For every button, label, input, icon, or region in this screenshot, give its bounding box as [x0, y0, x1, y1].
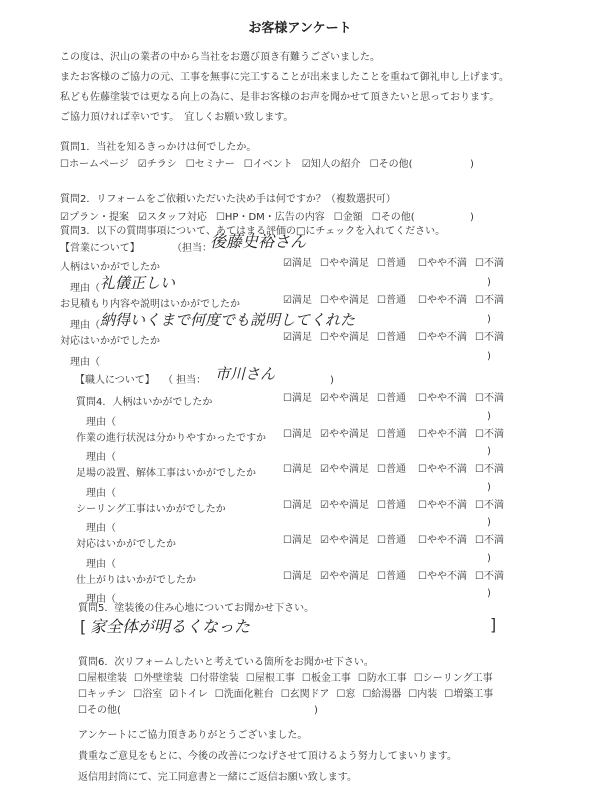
rating-option[interactable] [377, 332, 406, 344]
checkbox-icon[interactable]: ☐ [133, 673, 143, 684]
rating-option[interactable] [283, 429, 312, 441]
rating-label: 普通 [385, 332, 406, 343]
intro-line-4: ご協力頂ければ幸いです。 宜しくお願い致します。 [60, 112, 294, 123]
q6-close-paren: ) [314, 705, 318, 716]
rating-option[interactable] [475, 258, 504, 270]
reason-answer[interactable]: 納得いくまで何度でも説明してくれた [100, 310, 356, 329]
checkbox-icon[interactable]: ☐ [377, 428, 386, 440]
rating-label: 不満 [483, 499, 504, 511]
rating-label: 普通 [385, 393, 406, 404]
checkbox-icon[interactable]: ☐ [475, 258, 484, 269]
checkbox-icon[interactable]: ☐ [362, 689, 372, 700]
option-label: 板金工事 [310, 673, 351, 684]
rating-label: やや不満 [426, 428, 467, 440]
rating-question: 対応はいかがでしたか [60, 336, 160, 347]
rating-label: 満足 [291, 258, 312, 269]
option-label: 屋根塗装 [86, 673, 127, 684]
option-1[interactable] [78, 689, 126, 700]
checkbox-icon[interactable]: ☐ [377, 499, 386, 511]
option-label: 屋根工事 [254, 673, 295, 684]
rating-option[interactable] [320, 295, 369, 307]
reason-label: 理由（ [86, 487, 116, 499]
reason-label: 理由（ [86, 558, 116, 570]
checkbox-icon[interactable]: ☐ [418, 464, 427, 475]
rating-label: やや満足 [328, 535, 369, 546]
rating-label: やや満足 [328, 332, 369, 343]
checkbox-icon[interactable]: ☐ [243, 159, 253, 170]
checkbox-icon[interactable]: ☐ [280, 689, 290, 700]
closing-line-2: 貴重なご意見をもとに、今後の改善につなげさせて頂けるよう努力してまいります。 [78, 751, 457, 762]
checkbox-icon[interactable]: ☐ [377, 258, 386, 269]
option-7[interactable] [362, 689, 401, 700]
craft-heading: 【職人について】 [75, 375, 155, 386]
reason-label: 理由（ [86, 594, 116, 606]
rating-label: 不満 [483, 428, 504, 440]
rating-option[interactable] [320, 332, 369, 344]
option-5[interactable] [372, 212, 415, 223]
checkbox-icon[interactable]: ☐ [413, 673, 423, 684]
closing-line-1: アンケートにご協力頂きありがとうございました。 [78, 730, 308, 741]
rating-question: 仕上がりはいかがでしたか [76, 574, 196, 586]
rating-label: やや不満 [426, 535, 467, 546]
checkbox-icon[interactable]: ☐ [418, 535, 427, 546]
checkbox-icon[interactable]: ☐ [283, 570, 292, 582]
checked-box-icon[interactable]: ☑ [301, 159, 311, 170]
checked-box-icon[interactable]: ☑ [320, 393, 329, 404]
checkbox-icon[interactable]: ☐ [418, 258, 427, 269]
checkbox-icon[interactable]: ☐ [377, 535, 386, 546]
option-3[interactable] [190, 673, 239, 684]
option-label: シーリング工事 [422, 673, 493, 684]
checkbox-icon[interactable]: ☐ [245, 673, 255, 684]
checkbox-icon[interactable]: ☐ [320, 258, 329, 269]
rating-label: 普通 [385, 464, 406, 475]
option-1[interactable] [60, 159, 129, 170]
reason-close-paren: ) [487, 276, 491, 288]
rating-question: 質問4．人柄はいかがでしたか [76, 397, 213, 408]
checked-box-icon[interactable]: ☑ [283, 258, 292, 269]
rating-option[interactable] [320, 464, 369, 476]
checkbox-icon[interactable]: ☐ [283, 535, 292, 546]
option-label: セミナー [194, 159, 235, 170]
rating-label: やや満足 [328, 499, 369, 511]
rating-label: 普通 [385, 499, 406, 511]
option-2[interactable] [134, 673, 183, 684]
q1-question: 質問1．当社を知るきっかけは何でしたか。 [60, 142, 257, 153]
rating-label: 満足 [291, 428, 312, 440]
checkbox-icon[interactable]: ☐ [475, 295, 484, 306]
option-label: HP・DM・広告の内容 [224, 212, 325, 223]
rating-option[interactable] [418, 393, 467, 405]
checkbox-icon[interactable]: ☐ [475, 535, 484, 546]
rating-option[interactable] [418, 332, 467, 344]
sales-heading: 【営業について】 [60, 243, 140, 254]
checked-box-icon[interactable]: ☑ [320, 428, 329, 440]
checkbox-icon[interactable]: ☐ [418, 570, 427, 582]
checked-box-icon[interactable]: ☑ [283, 295, 292, 306]
rating-option[interactable] [283, 332, 312, 344]
checkbox-icon[interactable]: ☐ [60, 159, 69, 170]
q5-question: 質問5．塗装後の住み心地についてお聞かせ下さい。 [78, 603, 315, 614]
q2-close-paren: ) [470, 212, 474, 223]
checkbox-icon[interactable]: ☐ [333, 212, 343, 223]
rating-question: 対応はいかがでしたか [76, 539, 176, 550]
checkbox-icon[interactable]: ☐ [369, 159, 379, 170]
checkbox-icon[interactable]: ☐ [418, 295, 427, 306]
rating-label: やや満足 [328, 428, 369, 440]
rating-option[interactable] [320, 500, 369, 512]
checkbox-icon[interactable]: ☐ [301, 673, 311, 684]
rating-label: 不満 [483, 295, 504, 306]
rating-option[interactable] [377, 571, 406, 583]
checkbox-icon[interactable]: ☐ [377, 295, 386, 306]
craft-staff-label: （ 担当： [163, 375, 207, 386]
rating-option[interactable] [418, 464, 467, 476]
rating-option[interactable] [475, 500, 504, 512]
option-5[interactable] [281, 689, 330, 700]
checked-box-icon[interactable]: ☑ [320, 535, 329, 546]
rating-option[interactable] [283, 535, 312, 547]
rating-option[interactable] [283, 295, 312, 307]
q6-row-2 [78, 689, 500, 701]
rating-option[interactable] [377, 258, 406, 270]
option-4[interactable] [334, 212, 363, 223]
checkbox-icon[interactable]: ☐ [418, 393, 427, 404]
rating-option[interactable] [320, 535, 369, 547]
option-6[interactable] [370, 159, 413, 170]
checkbox-icon[interactable]: ☐ [283, 428, 292, 440]
checkbox-icon[interactable]: ☐ [336, 689, 346, 700]
rating-question: お見積もり内容や説明はいかがでしたか [60, 299, 240, 310]
option-label: 内装 [417, 689, 438, 700]
option-label: 洗面化粧台 [223, 689, 274, 700]
checkbox-icon[interactable]: ☐ [377, 570, 386, 582]
reason-label: 理由（ [86, 523, 116, 535]
rating-label: 不満 [483, 570, 504, 582]
sales-staff-label: （担当： [172, 243, 212, 254]
checkbox-icon[interactable]: ☐ [475, 332, 484, 343]
checked-box-icon[interactable]: ☑ [60, 212, 69, 223]
q2-question: 質問2．リフォームをご依頼いただいた決め手は何ですか？（複数選択可） [60, 194, 396, 205]
checkbox-icon[interactable]: ☐ [371, 212, 381, 223]
checkbox-icon[interactable]: ☐ [475, 428, 484, 440]
option-3[interactable] [169, 689, 207, 700]
rating-option[interactable] [320, 429, 369, 441]
rating-option[interactable] [377, 393, 406, 405]
reason-close-paren: ) [487, 313, 491, 325]
checkbox-icon[interactable]: ☐ [377, 393, 386, 404]
checkbox-icon[interactable]: ☐ [418, 428, 427, 440]
option-label: 防水工事 [366, 673, 407, 684]
rating-option[interactable] [418, 500, 467, 512]
checkbox-icon[interactable]: ☐ [78, 673, 87, 684]
rating-label: 普通 [385, 570, 406, 582]
option-6[interactable] [358, 673, 407, 684]
checkbox-icon[interactable]: ☐ [283, 499, 292, 511]
rating-question: 作業の進行状況は分かりやすかったですか [76, 432, 266, 444]
checkbox-icon[interactable]: ☐ [185, 159, 195, 170]
intro-line-2: またお客様のご協力の元、工事を無事に完工することが出来ましたことを重ねて御礼申し上げます。 [60, 72, 509, 83]
checkbox-icon[interactable]: ☐ [408, 689, 418, 700]
q6-row-3 [78, 705, 128, 717]
craft-close-paren: ) [330, 375, 334, 386]
rating-option[interactable] [377, 429, 406, 441]
option-label: スタッフ対応 [146, 212, 207, 223]
intro-line-3: 私ども佐藤塗装では更なる向上の為に、是非お客様のお声を聞かせて頂きたいと思っております。 [60, 92, 500, 103]
craft-staff-name[interactable]: 市川さん [215, 365, 276, 383]
checked-box-icon[interactable]: ☑ [320, 570, 329, 582]
q5-answer[interactable]: 家全体が明るくなった [90, 617, 251, 636]
rating-option[interactable] [475, 535, 504, 547]
checkbox-icon[interactable]: ☐ [475, 464, 484, 475]
rating-option[interactable] [283, 500, 312, 512]
rating-label: 不満 [483, 464, 504, 475]
checkbox-icon[interactable]: ☐ [444, 689, 454, 700]
closing-line-3: 返信用封筒にて、完工同意書と一緒にご返信お願い致します。 [78, 772, 357, 783]
checked-box-icon[interactable]: ☑ [137, 159, 147, 170]
option-2[interactable] [138, 159, 177, 170]
reason-label: 理由（ [86, 452, 116, 464]
checkbox-icon[interactable]: ☐ [133, 689, 143, 700]
option-2[interactable] [138, 212, 207, 223]
rating-option[interactable] [418, 258, 467, 270]
checkbox-icon[interactable]: ☐ [357, 673, 367, 684]
q5-close-bracket: ] [490, 615, 497, 634]
rating-label: 満足 [291, 464, 312, 475]
rating-option[interactable] [283, 571, 312, 583]
reason-answer[interactable]: 礼儀正しい [100, 273, 176, 292]
checked-box-icon[interactable]: ☑ [320, 499, 329, 511]
rating-label: 満足 [291, 332, 312, 343]
option-label: ホームページ [68, 159, 129, 170]
rating-option[interactable] [475, 464, 504, 476]
option-1[interactable] [60, 212, 129, 223]
option-label: その他( [380, 212, 415, 223]
checkbox-icon[interactable]: ☐ [320, 332, 329, 343]
option-3[interactable] [186, 159, 235, 170]
checkbox-icon[interactable]: ☐ [475, 499, 484, 511]
rating-option[interactable] [418, 535, 467, 547]
checkbox-icon[interactable]: ☐ [215, 212, 225, 223]
rating-label: やや不満 [426, 570, 467, 582]
rating-option[interactable] [475, 393, 504, 405]
option-label: その他( [86, 705, 121, 716]
reason-close-paren: ) [487, 410, 491, 422]
reason-close-paren: ) [487, 350, 491, 362]
option-label: その他( [378, 159, 413, 170]
option-label: 浴室 [142, 689, 163, 700]
page-title: お客様アンケート [248, 21, 352, 36]
rating-label: やや不満 [426, 295, 467, 306]
rating-label: 普通 [385, 295, 406, 306]
rating-label: やや満足 [328, 570, 369, 582]
rating-label: 満足 [291, 535, 312, 546]
rating-option[interactable] [475, 429, 504, 441]
rating-option[interactable] [283, 393, 312, 405]
option-label: 金額 [342, 212, 363, 223]
option-label: 外壁塗装 [142, 673, 183, 684]
rating-label: 普通 [385, 258, 406, 269]
rating-label: やや満足 [328, 464, 369, 475]
rating-option[interactable] [377, 535, 406, 547]
option-6[interactable] [336, 689, 355, 700]
option-8[interactable] [408, 689, 437, 700]
rating-label: やや満足 [328, 258, 369, 269]
option-1[interactable] [78, 673, 127, 684]
option-label: トイレ [178, 689, 208, 700]
rating-option[interactable] [283, 464, 312, 476]
rating-option[interactable] [418, 571, 467, 583]
option-9[interactable] [444, 689, 493, 700]
rating-question: シーリング工事はいかがでしたか [76, 503, 226, 515]
option-3[interactable] [216, 212, 325, 223]
rating-label: 満足 [291, 295, 312, 306]
option-5[interactable] [302, 673, 351, 684]
rating-option[interactable] [320, 571, 369, 583]
rating-question: 人柄はいかがでしたか [60, 262, 160, 273]
rating-label: やや不満 [426, 393, 467, 404]
rating-question: 足場の設置、解体工事はいかがでしたか [76, 468, 256, 479]
checkbox-icon[interactable]: ☐ [475, 393, 484, 404]
option-label: チラシ [146, 159, 177, 170]
option-label: プラン・提案 [68, 212, 129, 223]
rating-label: 不満 [483, 535, 504, 546]
q2-options [60, 212, 424, 224]
rating-option[interactable] [475, 332, 504, 344]
checkbox-icon[interactable]: ☐ [377, 464, 386, 475]
option-label: イベント [252, 159, 293, 170]
q6-question: 質問6．次リフォームしたいと考えている箇所をお聞かせ下さい。 [78, 657, 374, 668]
rating-label: やや不満 [426, 464, 467, 475]
rating-label: 不満 [483, 393, 504, 404]
option-label: 窓 [345, 689, 356, 700]
reason-label: 理由（ [70, 282, 100, 294]
option-7[interactable] [414, 673, 493, 684]
checked-box-icon[interactable]: ☑ [283, 332, 292, 343]
checkbox-icon[interactable]: ☐ [78, 705, 87, 716]
rating-label: やや満足 [328, 295, 369, 306]
q1-close-paren: ) [470, 159, 474, 170]
rating-label: やや不満 [426, 332, 467, 343]
option-label: 知人の紹介 [310, 159, 361, 170]
rating-label: やや満足 [328, 393, 369, 404]
rating-option[interactable] [418, 295, 467, 307]
rating-option[interactable] [475, 295, 504, 307]
option-2[interactable] [133, 689, 162, 700]
checkbox-icon[interactable]: ☐ [283, 464, 292, 475]
checkbox-icon[interactable]: ☐ [189, 673, 199, 684]
reason-close-paren: ) [487, 588, 491, 600]
rating-option[interactable] [320, 258, 369, 270]
option-label: 付帯塗装 [198, 673, 239, 684]
reason-label: 理由（ [86, 416, 116, 428]
q6-row-1 [78, 673, 500, 685]
option-4[interactable] [244, 159, 293, 170]
reason-close-paren: ) [487, 481, 491, 493]
option-label: 増築工事 [453, 689, 494, 700]
rating-option[interactable] [283, 258, 312, 270]
reason-close-paren: ) [487, 446, 491, 458]
option-label: 玄関ドア [289, 689, 330, 700]
checked-box-icon[interactable]: ☑ [137, 212, 147, 223]
rating-option[interactable] [377, 464, 406, 476]
rating-label: やや不満 [426, 499, 467, 511]
checkbox-icon[interactable]: ☐ [418, 499, 427, 511]
checkbox-icon[interactable]: ☐ [475, 570, 484, 582]
checkbox-icon[interactable]: ☐ [214, 689, 224, 700]
option-label: 給湯器 [371, 689, 402, 700]
rating-label: 満足 [291, 393, 312, 404]
rating-label: 普通 [385, 428, 406, 440]
reason-close-paren: ) [487, 517, 491, 529]
checkbox-icon[interactable]: ☐ [283, 393, 292, 404]
option-5[interactable] [302, 159, 361, 170]
reason-close-paren: ) [487, 552, 491, 564]
rating-label: 不満 [483, 332, 504, 343]
checkbox-icon[interactable]: ☐ [418, 332, 427, 343]
q1-options [60, 159, 422, 171]
rating-label: やや不満 [426, 258, 467, 269]
reason-label: 理由（ [70, 356, 100, 368]
option-4[interactable] [246, 673, 295, 684]
rating-label: 満足 [291, 499, 312, 511]
checkbox-icon[interactable]: ☐ [78, 689, 87, 700]
rating-option[interactable] [418, 429, 467, 441]
intro-line-1: この度は、沢山の業者の中から当社をお選び頂き有難うございました。 [60, 52, 380, 63]
option-4[interactable] [215, 689, 274, 700]
rating-label: 満足 [291, 570, 312, 582]
rating-option[interactable] [377, 295, 406, 307]
q3-question: 質問3．以下の質問事項について、あてはまる評価の□にチェックを入れてください。 [60, 226, 446, 237]
q5-open-bracket: [ [80, 617, 87, 636]
rating-label: 普通 [385, 535, 406, 546]
option-label: キッチン [86, 689, 127, 700]
rating-option[interactable] [377, 500, 406, 512]
sales-staff-name[interactable]: 後藤史裕さん [210, 232, 307, 251]
checkbox-icon[interactable]: ☐ [320, 295, 329, 306]
rating-option[interactable] [475, 571, 504, 583]
rating-option[interactable] [320, 393, 369, 405]
checkbox-icon[interactable]: ☐ [377, 332, 386, 343]
reason-label: 理由（ [70, 319, 100, 331]
rating-label: 不満 [483, 258, 504, 269]
checked-box-icon[interactable]: ☑ [320, 464, 329, 475]
option-1[interactable] [78, 705, 121, 716]
checked-box-icon[interactable]: ☑ [169, 689, 179, 700]
